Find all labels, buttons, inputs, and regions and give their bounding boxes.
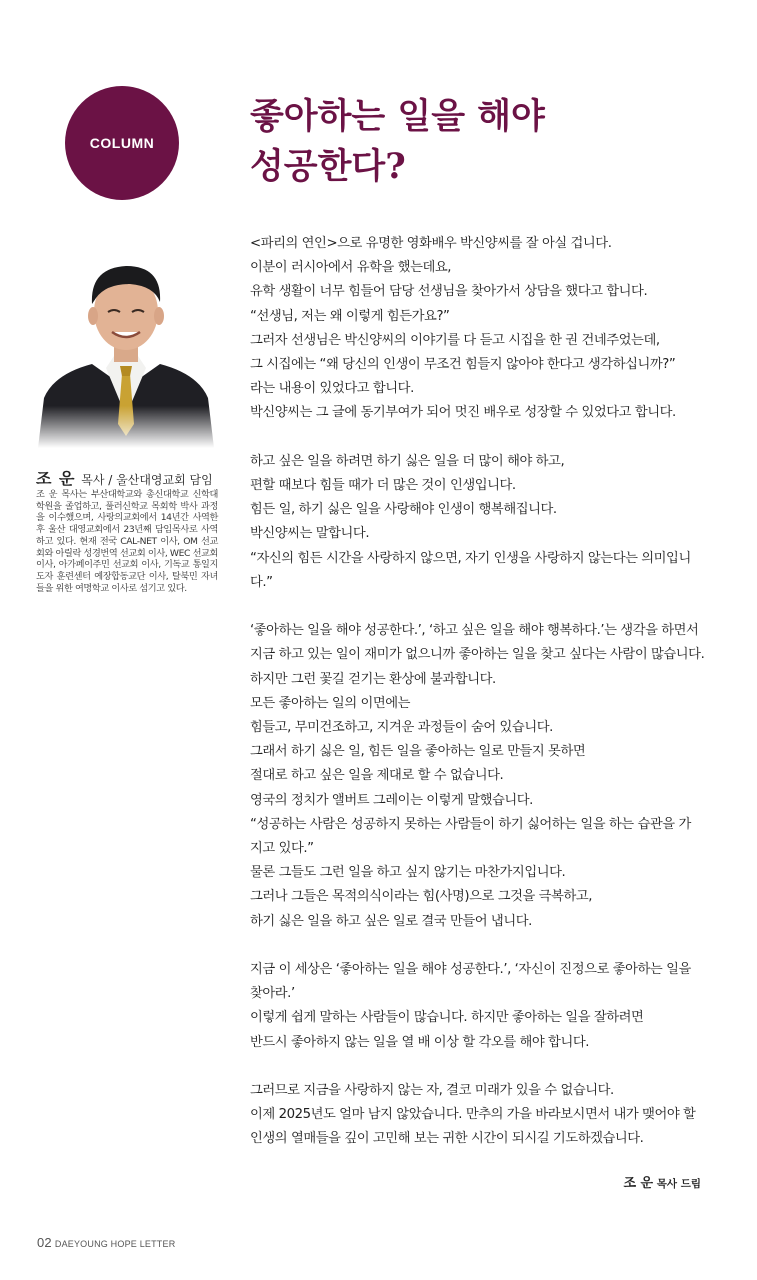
body-line: 박신양씨는 그 글에 동기부여가 되어 멋진 배우로 성장할 수 있었다고 합니다. bbox=[250, 405, 676, 421]
body-line: 그러나 그들은 목적의식이라는 힘(사명)으로 그것을 극복하고, bbox=[250, 889, 593, 905]
body-line: 이분이 러시아에서 유학을 했는데요, bbox=[250, 260, 452, 276]
body-line: 이제 2025년도 얼마 남지 않았습니다. 만추의 가을 바라보시면서 내가 맺어야 할 bbox=[250, 1107, 696, 1123]
body-line: 편할 때보다 힘들 때가 더 많은 것이 인생입니다. bbox=[250, 478, 516, 494]
body-line: 찾아라.’ bbox=[250, 986, 295, 1002]
body-paragraph bbox=[250, 958, 712, 1055]
body-line: 그래서 하기 싫은 일, 힘든 일을 좋아하는 일로 만들지 못하면 bbox=[250, 744, 586, 760]
author-name: 조 운 bbox=[36, 469, 76, 488]
body-line: “자신의 힘든 시간을 사랑하지 않으면, 자기 인생을 사랑하지 않는다는 의미입니다.” bbox=[250, 550, 691, 590]
body-line: 절대로 하고 싶은 일을 제대로 할 수 없습니다. bbox=[250, 768, 504, 784]
body-line: 박신양씨는 말합니다. bbox=[250, 526, 370, 542]
author-portrait bbox=[34, 256, 218, 448]
body-line: 영국의 정치가 앨버트 그레이는 이렇게 말했습니다. bbox=[250, 792, 533, 808]
body-line: ‘좋아하는 일을 해야 성공한다.’, ‘하고 싶은 일을 해야 행복하다.’는 생각을 하면서 bbox=[250, 623, 699, 639]
body-line: 물론 그들도 그런 일을 하고 싶지 않기는 마찬가지입니다. bbox=[250, 865, 566, 881]
body-line: 그러자 선생님은 박신양씨의 이야기를 다 듣고 시집을 한 권 건네주었는데, bbox=[250, 332, 660, 348]
body-line: 힘들고, 무미건조하고, 지겨운 과정들이 숨어 있습니다. bbox=[250, 720, 553, 736]
signature-name: 조 운 bbox=[623, 1176, 654, 1191]
page-title bbox=[250, 92, 730, 192]
author-role: 목사 / 울산대영교회 담임 bbox=[77, 473, 213, 487]
body-line: 이렇게 쉽게 말하는 사람들이 많습니다. 하지만 좋아하는 일을 잘하려면 bbox=[250, 1010, 644, 1026]
body-line: 그 시집에는 “왜 당신의 인생이 무조건 힘들지 않아야 한다고 생각하십니까?” bbox=[250, 357, 676, 373]
body-line: <파리의 연인>으로 유명한 영화배우 박신양씨를 잘 아실 겁니다. bbox=[250, 236, 612, 251]
body-line: 힘든 일, 하기 싫은 일을 사랑해야 인생이 행복해집니다. bbox=[250, 502, 557, 518]
body-line: “성공하는 사람은 성공하지 못하는 사람들이 하기 싫어하는 일을 하는 습관을 가 bbox=[250, 816, 691, 832]
page-footer bbox=[37, 1235, 175, 1250]
signature bbox=[623, 1172, 701, 1191]
body-line: 반드시 좋아하지 않는 일을 열 배 이상 할 각오를 해야 합니다. bbox=[250, 1034, 590, 1050]
column-badge bbox=[65, 86, 179, 200]
footer-label: DAEYOUNG HOPE LETTER bbox=[54, 1239, 176, 1249]
body-line: 하고 싶은 일을 하려면 하기 싫은 일을 더 많이 해야 하고, bbox=[250, 453, 565, 469]
title-line-2: 성공한다? bbox=[250, 146, 406, 187]
body-line: 하기 싫은 일을 하고 싶은 일로 결국 만들어 냅니다. bbox=[250, 913, 532, 929]
body-line: 지금 이 세상은 ‘좋아하는 일을 해야 성공한다.’, ‘자신이 진정으로 좋아하는 일을 bbox=[250, 962, 691, 978]
article-body bbox=[250, 232, 712, 1176]
signature-suffix: 목사 드림 bbox=[653, 1178, 701, 1190]
author-line bbox=[36, 466, 222, 489]
body-line: 유학 생활이 너무 힘들어 담당 선생님을 찾아가서 상담을 했다고 합니다. bbox=[250, 284, 648, 300]
title-line-1: 좋아하는 일을 해야 bbox=[250, 96, 545, 137]
body-line: 그러므로 지금을 사랑하지 않는 자, 결코 미래가 있을 수 없습니다. bbox=[250, 1083, 614, 1099]
page-number: 02 bbox=[37, 1235, 52, 1250]
body-paragraph bbox=[250, 450, 712, 595]
body-line: 모든 좋아하는 일의 이면에는 bbox=[250, 695, 411, 711]
body-paragraph bbox=[250, 1079, 712, 1152]
body-paragraph bbox=[250, 619, 712, 934]
body-line: 지금 하고 있는 일이 재미가 없으니까 좋아하는 일을 찾고 싶다는 사람이 많습니다. bbox=[250, 647, 705, 663]
column-badge-label: COLUMN bbox=[89, 135, 155, 151]
body-line: 지고 있다.” bbox=[250, 841, 314, 857]
body-line: 라는 내용이 있었다고 합니다. bbox=[250, 381, 414, 397]
body-line: “선생님, 저는 왜 이렇게 힘든가요?” bbox=[250, 308, 450, 324]
body-line: 하지만 그런 꽃길 걷기는 환상에 불과합니다. bbox=[250, 671, 496, 687]
body-paragraph bbox=[250, 232, 712, 426]
body-line: 인생의 열매들을 깊이 고민해 보는 귀한 시간이 되시길 기도하겠습니다. bbox=[250, 1131, 644, 1147]
author-bio: 조 운 목사는 부산대학교와 총신대학교 신학대학원을 졸업하고, 풀러신학교 목회학 박사 과정을 이수했으며, 사랑의교회에서 14년간 사역한 후 울산 대영교회에서 23년째 담임목사로 사역하고 있다. 현재 전국 CAL-NET 이사, OM 선교회와 아릴락 성경번역 선교회 이사, WEC 선교회 이사, 아가페이주민 선교회 이사, 기독교 통일지도자 훈련센터 예장합동교단 이사, 탈북민 자녀들을 위한 여명학교 이사로 섬기고 있다. bbox=[36, 489, 218, 594]
